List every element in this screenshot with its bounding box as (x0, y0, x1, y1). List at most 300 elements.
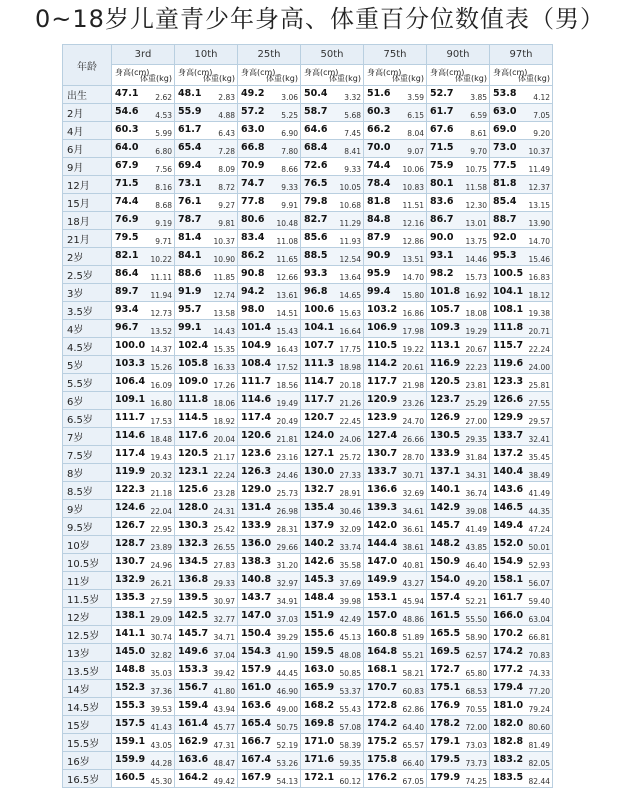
age-cell: 12.5岁 (63, 626, 111, 643)
height-value: 161.4 (178, 718, 209, 729)
height-value: 179.4 (493, 682, 524, 693)
weight-value: 47.31 (213, 741, 235, 750)
weight-value: 15.80 (402, 291, 424, 300)
height-value: 174.2 (493, 646, 524, 657)
value-cell (427, 284, 489, 301)
weight-value: 82.44 (528, 777, 550, 786)
weight-value: 41.49 (465, 525, 487, 534)
value-cell (427, 662, 489, 679)
value-cell (112, 320, 174, 337)
height-value: 126.3 (241, 466, 272, 477)
height-value: 93.1 (430, 250, 454, 261)
height-value: 183.2 (493, 754, 524, 765)
weight-value: 19.49 (276, 399, 298, 408)
height-value: 130.7 (115, 556, 146, 567)
weight-value: 20.04 (213, 435, 235, 444)
height-value: 79.5 (115, 232, 139, 243)
weight-value: 31.84 (465, 453, 487, 462)
value-cell (238, 770, 300, 787)
age-cell: 9.5岁 (63, 518, 111, 535)
height-value: 165.5 (430, 628, 461, 639)
value-cell (301, 680, 363, 697)
height-value: 69.4 (178, 160, 202, 171)
height-value: 86.2 (241, 250, 265, 261)
height-value: 113.1 (430, 340, 461, 351)
weight-value: 19.22 (402, 345, 424, 354)
weight-value: 34.71 (213, 633, 235, 642)
weight-value: 48.08 (339, 651, 361, 660)
weight-value: 12.30 (465, 201, 487, 210)
table-row (63, 572, 552, 589)
age-cell: 6岁 (63, 392, 111, 409)
height-value: 114.6 (241, 394, 272, 405)
unit-header (175, 65, 237, 85)
weight-value: 62.86 (402, 705, 424, 714)
age-cell: 10.5岁 (63, 554, 111, 571)
height-value: 63.0 (493, 106, 517, 117)
weight-value: 74.33 (528, 669, 550, 678)
value-cell (112, 518, 174, 535)
height-value: 153.3 (178, 664, 209, 675)
height-value: 145.3 (304, 574, 335, 585)
weight-value: 19.29 (465, 327, 487, 336)
value-cell (427, 482, 489, 499)
value-cell (427, 752, 489, 769)
height-value: 133.9 (430, 448, 461, 459)
weight-value: 15.63 (339, 309, 361, 318)
value-cell (238, 158, 300, 175)
weight-value: 35.03 (150, 669, 172, 678)
value-cell (112, 734, 174, 751)
weight-value: 29.35 (465, 435, 487, 444)
weight-value: 7.80 (281, 147, 298, 156)
weight-value: 18.12 (528, 291, 550, 300)
height-value: 140.1 (430, 484, 461, 495)
weight-value: 25.29 (465, 399, 487, 408)
height-value: 168.1 (367, 664, 398, 675)
weight-value: 39.53 (150, 705, 172, 714)
height-value: 111.7 (241, 376, 272, 387)
age-cell: 出生 (63, 86, 111, 103)
value-cell (238, 446, 300, 463)
value-cell (112, 770, 174, 787)
height-value: 138.1 (115, 610, 146, 621)
value-cell (238, 230, 300, 247)
weight-value: 7.05 (533, 111, 550, 120)
height-value: 182.0 (493, 718, 524, 729)
weight-value: 18.56 (276, 381, 298, 390)
value-cell (490, 428, 552, 445)
height-value: 61.7 (178, 124, 202, 135)
weight-value: 3.32 (344, 93, 361, 102)
value-cell (301, 716, 363, 733)
weight-value: 22.95 (150, 525, 172, 534)
height-value: 114.5 (178, 412, 209, 423)
weight-value: 27.33 (339, 471, 361, 480)
height-value: 104.1 (493, 286, 524, 297)
weight-value: 14.65 (339, 291, 361, 300)
height-value: 84.1 (178, 250, 202, 261)
height-value: 126.6 (493, 394, 524, 405)
weight-value: 7.45 (344, 129, 361, 138)
weight-value: 21.18 (150, 489, 172, 498)
value-cell (427, 194, 489, 211)
height-value: 80.1 (430, 178, 454, 189)
height-value: 117.4 (241, 412, 272, 423)
height-value: 155.6 (304, 628, 335, 639)
value-cell (175, 320, 237, 337)
value-cell (301, 410, 363, 427)
value-cell (175, 248, 237, 265)
height-value: 111.7 (115, 412, 146, 423)
height-value: 78.4 (367, 178, 391, 189)
weight-value: 15.43 (276, 327, 298, 336)
table-row (63, 248, 552, 265)
table-row (63, 266, 552, 283)
value-cell (112, 716, 174, 733)
weight-value: 16.83 (528, 273, 550, 282)
page-title: 0~18岁儿童青少年身高、体重百分位数值表（男） (35, 5, 605, 33)
value-cell (175, 698, 237, 715)
value-cell (238, 176, 300, 193)
value-cell (364, 464, 426, 481)
value-cell (112, 248, 174, 265)
height-unit-label: 身高(cm) (304, 68, 339, 77)
height-value: 104.1 (304, 322, 335, 333)
height-value: 140.2 (304, 538, 335, 549)
value-cell (238, 734, 300, 751)
weight-value: 43.05 (150, 741, 172, 750)
value-cell (427, 122, 489, 139)
age-cell: 5岁 (63, 356, 111, 373)
weight-value: 60.83 (402, 687, 424, 696)
value-cell (364, 338, 426, 355)
weight-value: 11.93 (339, 237, 361, 246)
value-cell (238, 122, 300, 139)
height-value: 148.8 (115, 664, 146, 675)
weight-value: 3.06 (281, 93, 298, 102)
age-cell: 4月 (63, 122, 111, 139)
age-cell: 7.5岁 (63, 446, 111, 463)
age-cell: 15岁 (63, 716, 111, 733)
height-value: 163.6 (178, 754, 209, 765)
weight-value: 23.89 (150, 543, 172, 552)
table-row (63, 464, 552, 481)
height-value: 154.0 (430, 574, 461, 585)
height-unit-label: 身高(cm) (367, 68, 402, 77)
weight-unit-label: 体重(kg) (518, 74, 550, 83)
weight-value: 2.62 (155, 93, 172, 102)
value-cell (301, 122, 363, 139)
age-cell: 14.5岁 (63, 698, 111, 715)
weight-value: 13.52 (150, 327, 172, 336)
value-cell (490, 284, 552, 301)
age-cell: 3.5岁 (63, 302, 111, 319)
height-value: 144.4 (367, 538, 398, 549)
weight-value: 32.82 (150, 651, 172, 660)
table-row (63, 230, 552, 247)
value-cell (112, 752, 174, 769)
weight-value: 72.00 (465, 723, 487, 732)
value-cell (490, 410, 552, 427)
table-row (63, 554, 552, 571)
height-value: 177.2 (493, 664, 524, 675)
height-value: 98.0 (241, 304, 265, 315)
value-cell (490, 140, 552, 157)
weight-value: 24.00 (528, 363, 550, 372)
value-cell (238, 428, 300, 445)
weight-value: 18.06 (213, 399, 235, 408)
height-value: 61.7 (430, 106, 454, 117)
height-value: 183.5 (493, 772, 524, 783)
weight-value: 18.48 (150, 435, 172, 444)
weight-value: 20.49 (276, 417, 298, 426)
value-cell (490, 212, 552, 229)
weight-value: 34.31 (465, 471, 487, 480)
weight-value: 12.73 (150, 309, 172, 318)
age-cell: 16岁 (63, 752, 111, 769)
value-cell (427, 770, 489, 787)
weight-value: 80.60 (528, 723, 550, 732)
value-cell (301, 230, 363, 247)
height-value: 165.4 (241, 718, 272, 729)
value-cell (112, 626, 174, 643)
value-cell (490, 266, 552, 283)
growth-table-container (62, 44, 553, 788)
height-value: 94.2 (241, 286, 265, 297)
value-cell (364, 770, 426, 787)
value-cell (427, 446, 489, 463)
value-cell (427, 626, 489, 643)
height-value: 77.8 (241, 196, 265, 207)
weight-value: 44.35 (528, 507, 550, 516)
value-cell (112, 212, 174, 229)
height-value: 140.4 (493, 466, 524, 477)
height-value: 76.5 (304, 178, 328, 189)
height-value: 72.6 (304, 160, 328, 171)
weight-value: 22.23 (465, 363, 487, 372)
height-value: 170.2 (493, 628, 524, 639)
height-value: 117.4 (115, 448, 146, 459)
weight-value: 20.67 (465, 345, 487, 354)
value-cell (301, 590, 363, 607)
height-value: 117.6 (178, 430, 209, 441)
weight-value: 25.72 (339, 453, 361, 462)
height-unit-label: 身高(cm) (493, 68, 528, 77)
weight-value: 6.59 (470, 111, 487, 120)
weight-value: 50.85 (339, 669, 361, 678)
weight-value: 11.08 (276, 237, 298, 246)
weight-value: 44.45 (276, 669, 298, 678)
value-cell (364, 302, 426, 319)
height-value: 142.0 (367, 520, 398, 531)
value-cell (427, 320, 489, 337)
height-value: 100.0 (115, 340, 146, 351)
weight-value: 26.21 (150, 579, 172, 588)
weight-value: 25.42 (213, 525, 235, 534)
value-cell (238, 392, 300, 409)
height-value: 123.6 (241, 448, 272, 459)
height-value: 159.4 (178, 700, 209, 711)
weight-value: 8.41 (344, 147, 361, 156)
height-value: 87.9 (367, 232, 391, 243)
weight-value: 11.58 (465, 183, 487, 192)
value-cell (301, 518, 363, 535)
weight-value: 15.26 (150, 363, 172, 372)
weight-value: 12.16 (402, 219, 424, 228)
height-value: 91.9 (178, 286, 202, 297)
value-cell (175, 464, 237, 481)
height-value: 100.5 (493, 268, 524, 279)
value-cell (175, 608, 237, 625)
unit-header (490, 65, 552, 85)
height-value: 132.9 (115, 574, 146, 585)
height-value: 127.1 (304, 448, 335, 459)
weight-value: 6.80 (155, 147, 172, 156)
value-cell (364, 446, 426, 463)
height-value: 114.6 (115, 430, 146, 441)
weight-value: 32.97 (276, 579, 298, 588)
weight-value: 17.98 (402, 327, 424, 336)
height-value: 129.9 (493, 412, 524, 423)
value-cell (427, 500, 489, 517)
weight-value: 48.47 (213, 759, 235, 768)
weight-value: 59.40 (528, 597, 550, 606)
height-value: 176.2 (367, 772, 398, 783)
value-cell (490, 680, 552, 697)
value-cell (490, 482, 552, 499)
height-value: 128.7 (115, 538, 146, 549)
height-value: 141.1 (115, 628, 146, 639)
value-cell (364, 158, 426, 175)
table-row (63, 608, 552, 625)
height-value: 130.5 (430, 430, 461, 441)
height-value: 108.1 (493, 304, 524, 315)
weight-value: 5.25 (281, 111, 298, 120)
weight-value: 13.15 (528, 201, 550, 210)
value-cell (427, 464, 489, 481)
value-cell (427, 374, 489, 391)
height-value: 182.8 (493, 736, 524, 747)
height-value: 101.4 (241, 322, 272, 333)
value-cell (238, 626, 300, 643)
value-cell (490, 518, 552, 535)
height-unit-label: 身高(cm) (430, 68, 465, 77)
weight-value: 39.42 (213, 669, 235, 678)
height-value: 119.6 (493, 358, 524, 369)
table-row (63, 356, 552, 373)
value-cell (427, 176, 489, 193)
height-value: 142.6 (304, 556, 335, 567)
height-value: 143.6 (493, 484, 524, 495)
weight-value: 65.80 (465, 669, 487, 678)
table-row (63, 500, 552, 517)
value-cell (112, 410, 174, 427)
weight-value: 4.88 (218, 111, 235, 120)
height-unit-label: 身高(cm) (241, 68, 276, 77)
value-cell (427, 680, 489, 697)
value-cell (427, 410, 489, 427)
value-cell (112, 266, 174, 283)
height-value: 68.4 (304, 142, 328, 153)
weight-value: 53.37 (339, 687, 361, 696)
height-value: 129.0 (241, 484, 272, 495)
value-cell (490, 716, 552, 733)
table-row (63, 734, 552, 751)
height-value: 105.7 (430, 304, 461, 315)
weight-value: 41.43 (150, 723, 172, 732)
value-cell (301, 320, 363, 337)
height-value: 145.7 (178, 628, 209, 639)
value-cell (364, 392, 426, 409)
weight-value: 67.05 (402, 777, 424, 786)
weight-value: 49.20 (465, 579, 487, 588)
value-cell (490, 536, 552, 553)
weight-value: 30.74 (150, 633, 172, 642)
unit-header (112, 65, 174, 85)
weight-value: 58.39 (339, 741, 361, 750)
value-cell (490, 698, 552, 715)
height-value: 125.6 (178, 484, 209, 495)
height-value: 109.3 (430, 322, 461, 333)
age-cell: 18月 (63, 212, 111, 229)
height-value: 136.8 (178, 574, 209, 585)
weight-value: 28.31 (276, 525, 298, 534)
table-row (63, 212, 552, 229)
weight-value: 4.12 (533, 93, 550, 102)
weight-value: 9.07 (407, 147, 424, 156)
percentile-header: 97th (490, 45, 552, 64)
height-value: 108.4 (241, 358, 272, 369)
height-value: 170.7 (367, 682, 398, 693)
table-row (63, 86, 552, 103)
height-value: 90.8 (241, 268, 265, 279)
value-cell (112, 500, 174, 517)
value-cell (175, 284, 237, 301)
weight-value: 6.15 (407, 111, 424, 120)
height-value: 137.1 (430, 466, 461, 477)
value-cell (427, 644, 489, 661)
height-value: 88.7 (493, 214, 517, 225)
weight-value: 22.24 (213, 471, 235, 480)
unit-header (364, 65, 426, 85)
height-value: 154.3 (241, 646, 272, 657)
weight-value: 29.09 (150, 615, 172, 624)
value-cell (301, 626, 363, 643)
value-cell (490, 626, 552, 643)
height-value: 95.3 (493, 250, 517, 261)
weight-value: 40.81 (402, 561, 424, 570)
weight-value: 39.29 (276, 633, 298, 642)
weight-value: 14.51 (276, 309, 298, 318)
value-cell (427, 536, 489, 553)
value-cell (175, 122, 237, 139)
percentile-header-row (63, 45, 552, 64)
weight-value: 19.43 (150, 453, 172, 462)
weight-value: 63.04 (528, 615, 550, 624)
weight-value: 29.33 (213, 579, 235, 588)
weight-value: 9.71 (155, 237, 172, 246)
value-cell (238, 338, 300, 355)
value-cell (490, 608, 552, 625)
weight-value: 42.49 (339, 615, 361, 624)
weight-value: 23.28 (213, 489, 235, 498)
value-cell (175, 356, 237, 373)
height-value: 103.2 (367, 304, 398, 315)
age-cell: 15月 (63, 194, 111, 211)
height-value: 123.7 (430, 394, 461, 405)
value-cell (427, 554, 489, 571)
